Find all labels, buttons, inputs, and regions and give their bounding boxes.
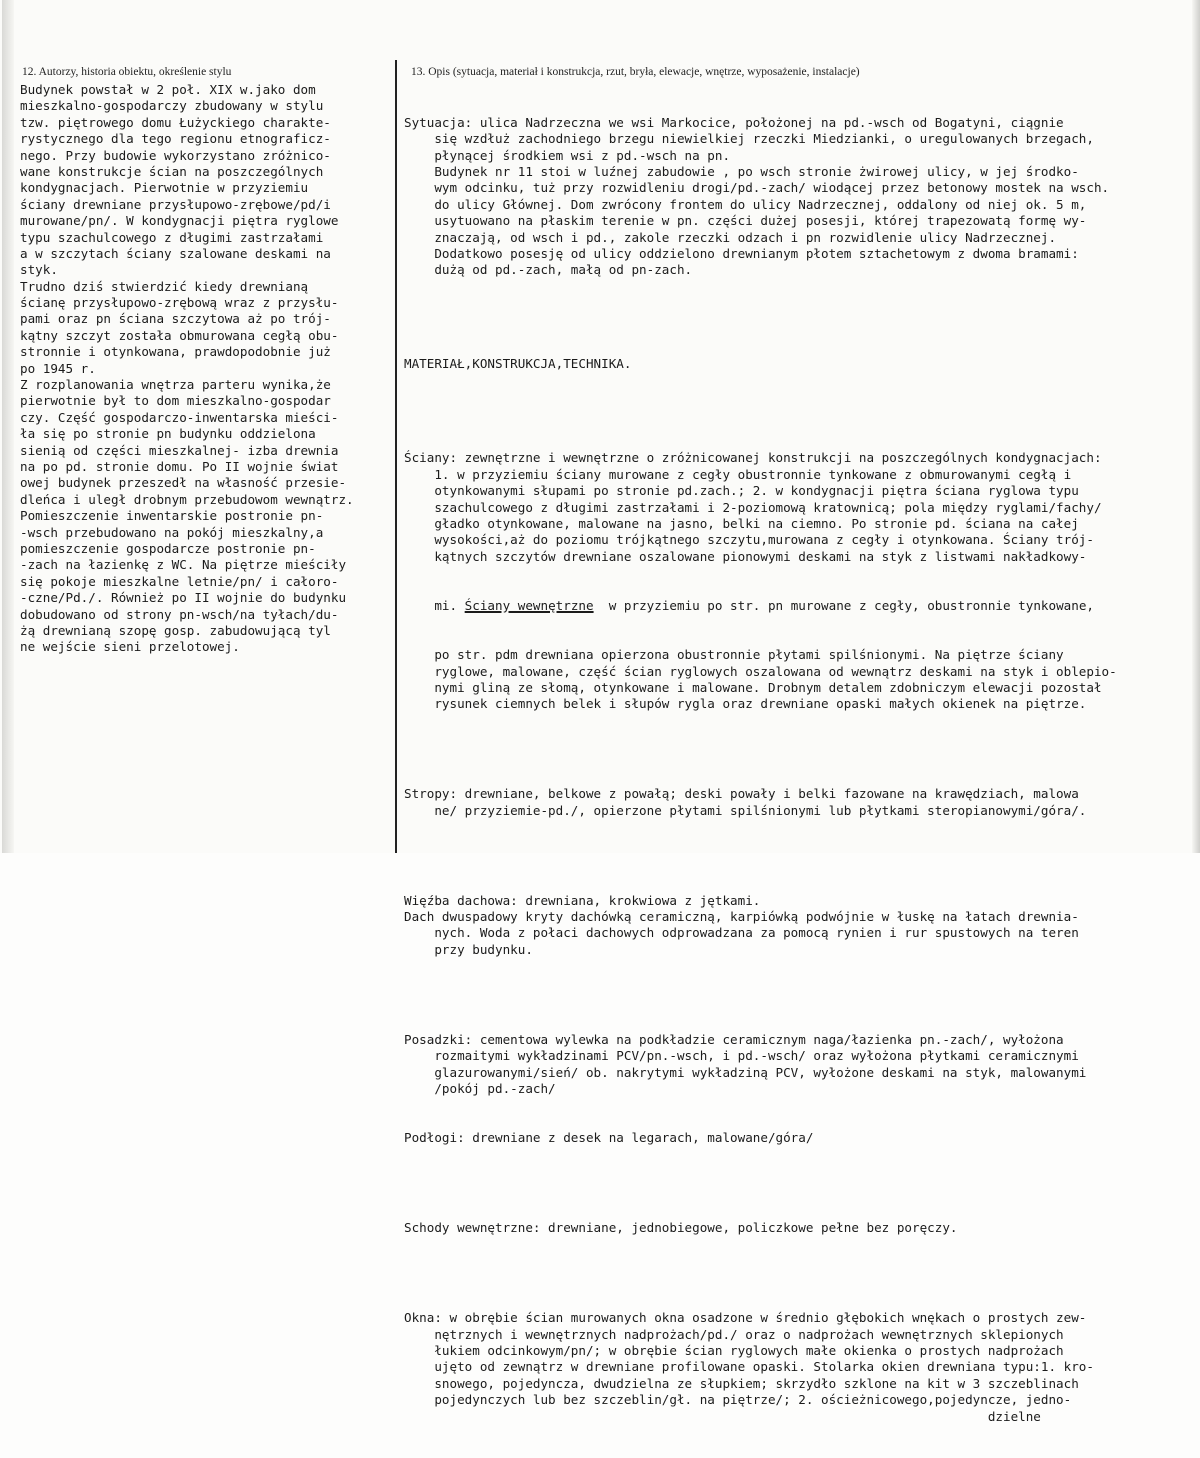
roof-line: Dach dwuspadowy kryty dachówką ceramiczną, karpiówką podwójnie w łuskę na łatach drewnia- — [404, 909, 1079, 925]
history-line: murowane/pn/. W kondygnacji piętra ryglowe — [20, 213, 339, 229]
history-line: się pokoje mieszkalne letnie/pn/ i całoro- — [20, 573, 339, 589]
roof-line: nych. Woda z połaci dachowych odprowadzana za pomocą rynien i rur spustowych na teren — [404, 925, 1079, 941]
history-line: po 1945 r. — [20, 360, 96, 376]
history-line: pierwotnie był to dom mieszkalno-gospodar — [20, 393, 331, 409]
floorboards-line: Podłogi: drewniane z desek na legarach, malowane/góra/ — [404, 1130, 814, 1146]
history-line: ścianę przysłupowo-zrębową wraz z przysłu- — [20, 295, 339, 311]
history-line: ściany drewniane przysłupowo-zrębowe/pd/i — [20, 196, 331, 212]
windows-line: nętrznych i wewnętrznych nadprożach/pd./ oraz o nadprożach wewnętrznych sklepionych — [404, 1326, 1064, 1342]
history-line: sienią od części mieszkalnej- izba drewnia — [20, 442, 339, 458]
history-line: tzw. piętrowego domu Łużyckiego charakte- — [20, 114, 331, 130]
situation-line: wym odcinku, tuż przy rozwidleniu drogi/pd.-zach/ wiodącej przez betonowy mostek na wsch. — [404, 180, 1110, 196]
right-column-header: 13. Opis (sytuacja, materiał i konstrukcja, rzut, bryła, elewacje, wnętrze, wyposażenie, instalacje) — [411, 66, 860, 78]
page-left-edge — [2, 0, 14, 853]
history-line: wane konstrukcje ścian na poszczególnych — [20, 163, 324, 179]
stairs-line: Schody wewnętrzne: drewniane, jednobiegowe, policzkowe pełne bez poręczy. — [404, 1220, 958, 1236]
history-line: na po pd. stronie domu. Po II wojnie świat — [20, 458, 339, 474]
situation-line: Budynek nr 11 stoi w luźnej zabudowie , po wsch stronie żwirowej ulicy, w jej środko- — [404, 163, 1079, 179]
floors-line: /pokój pd.-zach/ — [404, 1081, 556, 1097]
column-divider — [395, 60, 397, 853]
roof-line: Więźba dachowa: drewniana, krokwiowa z jętkami. — [404, 892, 761, 908]
walls-line: otynkowanymi słupami po stronie pd.zach.; 2. w kondygnacji piętra ściana ryglowa typu — [404, 483, 1079, 499]
ceilings-line: Stropy: drewniane, belkowe z powałą; deski powały i belki fazowane na krawędziach, malowa — [404, 786, 1079, 802]
history-line: a w szczytach ściany szalowane deskami na — [20, 245, 331, 261]
history-line: stronnie i otynkowana, prawdopodobnie już — [20, 344, 331, 360]
history-line: -czne/Pd./. Również po II wojnie do budynku — [20, 590, 347, 606]
floors-line: glazurowanymi/sień/ ob. nakrytymi wykładziną PCV, wyłożone deskami na styk, malowanymi — [404, 1064, 1087, 1080]
history-line: rystycznego dla tego regionu etnograficz- — [20, 131, 331, 147]
windows-line: łukiem odcinkowym/pn/; w obrębie ścian ryglowych małe okienka o prostych nadprożach — [404, 1343, 1064, 1359]
left-column-header: 12. Autorzy, historia obiektu, określenie stylu — [22, 66, 232, 78]
history-line: typu szachulcowego z długimi zastrzałami — [20, 229, 324, 245]
windows-line: dzielne — [404, 1408, 1041, 1424]
situation-line: płynącej środkiem wsi z pd.-wsch na pn. — [404, 147, 731, 163]
history-line: czy. Część gospodarczo-inwentarska mieści- — [20, 409, 339, 425]
section-title: MATERIAŁ,KONSTRUKCJA,TECHNIKA. — [404, 356, 632, 372]
situation-line: dużą od pd.-zach, małą od pn-zach. — [404, 262, 693, 278]
history-line: ła się po stronie pn budynku oddzielona — [20, 426, 316, 442]
walls-line-prefix: mi. — [404, 597, 465, 613]
ceilings-line: ne/ przyziemie-pd./, opierzone płytami spilśnionymi lub płytkami steropianowymi/góra/. — [404, 802, 1087, 818]
roof-line: przy budynku. — [404, 941, 533, 957]
situation-line: do ulicy Głównej. Dom zwrócony frontem do ulicy Nadrzecznej, oddalony od niej ok. 5 m, — [404, 196, 1087, 212]
history-line: ne wejście sieni przelotowej. — [20, 639, 240, 655]
history-line: żą drewnianą szopę gosp. zabudowującą tyl — [20, 622, 331, 638]
situation-line: Dodatkowo posesję od ulicy oddzielono drewnianym płotem sztachetowym z dwoma bramami: — [404, 245, 1079, 261]
situation-section — [404, 115, 1194, 279]
situation-line: się wzdłuż zachodniego brzegu niewielkiej rzeczki Miedzianki, o uregulowanych brzegach, — [404, 131, 1094, 147]
history-line: pami oraz pn ściana szczytowa aż po trój- — [20, 311, 331, 327]
walls-line: 1. w przyziemiu ściany murowane z cegły obustronnie tynkowane z obmurowanymi cegłą i — [404, 466, 1072, 482]
walls-line-suffix: w przyziemiu po str. pn murowane z cegły, obustronnie tynkowane, — [593, 597, 1094, 613]
walls-line: Ściany: zewnętrzne i wewnętrzne o zróżnicowanej konstrukcji na poszczególnych kondygnacjach: — [404, 450, 1102, 466]
situation-line: usytuowano na płaskim terenie w pn. części dużej posesji, której trapezowatą formę wy- — [404, 213, 1087, 229]
history-line: styk. — [20, 262, 58, 278]
history-line: -zach na łazienkę z WC. Na piętrze mieściły — [20, 557, 347, 573]
walls-section — [404, 450, 1194, 565]
history-line: nego. Przy budowie wykorzystano zróżnico- — [20, 147, 331, 163]
windows-line: Okna: w obrębie ścian murowanych okna osadzone w średnio głębokich wnękach o prostych zew- — [404, 1310, 1087, 1326]
history-line: Pomieszczenie inwentarskie postronie pn- — [20, 508, 324, 524]
walls-line: ryglowe, malowane, część ścian ryglowych oszalowana od wewnątrz deskami na styk i oblepio- — [404, 663, 1117, 679]
history-line: kondygnacjach. Pierwotnie w przyziemiu — [20, 180, 309, 196]
inner-walls-heading: Ściany wewnętrzne — [464, 597, 594, 613]
description-text — [404, 82, 1194, 1458]
windows-line: snowego, pojedyncza, dwudzielna ze słupkiem; skrzydło szklone na kit w 3 szczeblinach — [404, 1375, 1079, 1391]
walls-line: po str. pdm drewniana opierzona obustronnie płytami spilśnionymi. Na piętrze ściany — [404, 647, 1064, 663]
walls-underlined-line — [404, 598, 1194, 614]
floors-section — [404, 1032, 1194, 1098]
walls-line: gładko otynkowane, malowane na jasno, belki na ciemno. Po stronie pd. ściana na całej — [404, 515, 1079, 531]
history-line: pomieszczenie gospodarcze postronie pn- — [20, 540, 316, 556]
situation-line: znaczają, od wsch i pd., zakole rzeczki odzach i pn rozwidlenie ulicy Nadrzecznej. — [404, 229, 1057, 245]
situation-line: Sytuacja: ulica Nadrzeczna we wsi Markocice, położonej na pd.-wsch od Bogatyni, ciągnie — [404, 114, 1064, 130]
roof-section — [404, 893, 1194, 959]
windows-line: ujęto od zewnątrz w drewniane profilowane opaski. Stolarka okien drewniana typu:1. kro- — [404, 1359, 1094, 1375]
walls-line: wysokości,aż do poziomu trójkątnego szczytu,murowana z cegły i otynkowana. Ściany trój- — [404, 532, 1094, 548]
windows-line: pojedynczych lub bez szczeblin/gł. na piętrze/; 2. ościeżnicowego,pojedyncze, jedno- — [404, 1392, 1072, 1408]
history-line: Trudno dziś stwierdzić kiedy drewnianą — [20, 278, 309, 294]
history-line: owej budynek przeszedł na własność przesie- — [20, 475, 347, 491]
history-line: Budynek powstał w 2 poł. XIX w.jako dom — [20, 82, 316, 97]
history-line: Z rozplanowania wnętrza parteru wynika,że — [20, 377, 331, 393]
history-text — [20, 82, 392, 656]
history-line: -wsch przebudowano na pokój mieszkalny,a — [20, 524, 324, 540]
floors-line: rozmaitymi wykładzinami PCV/pn.-wsch, i pd.-wsch/ oraz wyłożona płytkami ceramicznymi — [404, 1048, 1079, 1064]
windows-section — [404, 1310, 1194, 1425]
history-line: kątny szczyt została obmurowana cegłą obu- — [20, 327, 339, 343]
walls-line: szachulcowego z długimi zastrzałami i 2-poziomową kratownicą; pola między ryglami/fachy/ — [404, 499, 1102, 515]
ceilings-section — [404, 786, 1194, 819]
history-line: mieszkalno-gospodarczy zbudowany w stylu — [20, 98, 324, 114]
walls-section-continued — [404, 647, 1194, 713]
history-line: dobudowano od strony pn-wsch/na tyłach/du- — [20, 606, 339, 622]
walls-line: rysunek ciemnych belek i słupów rygla oraz drewniane opaski małych okienek na piętrze. — [404, 696, 1087, 712]
walls-line: nymi gliną ze słomą, otynkowane i malowane. Drobnym detalem zdobniczym elewacji pozostał — [404, 679, 1102, 695]
floors-line: Posadzki: cementowa wylewka na podkładzie ceramicznym naga/łazienka pn.-zach/, wyłożona — [404, 1031, 1064, 1047]
walls-line: kątnych szczytów drewniane oszalowane pionowymi deskami na styk z listwami nakładkowy- — [404, 548, 1087, 564]
history-line: dleńca i uległ drobnym przebudowom wewnątrz. — [20, 491, 354, 507]
